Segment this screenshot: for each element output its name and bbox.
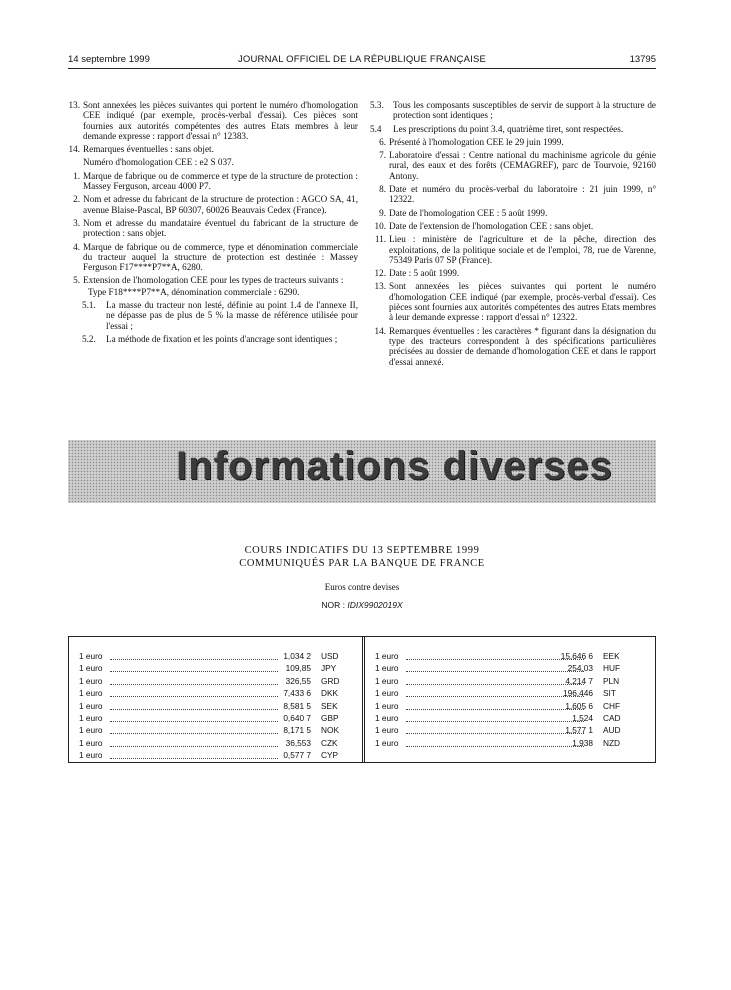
list-item: [370, 137, 656, 147]
list-item: [370, 281, 656, 322]
item-number: 13.: [68, 100, 80, 110]
item-text: La méthode de fixation et les points d'ancrage sont identiques ;: [106, 333, 338, 344]
item-text: Laboratoire d'essai : Centre national du machinisme agricole du génie rural, des eaux et des forêts (CEMAGREF), parc de Tourvoie, 92160 Antony.: [389, 150, 656, 181]
item-number: 2.: [73, 194, 80, 205]
rate-value: 1,577 1: [565, 725, 593, 736]
list-item: [64, 171, 358, 192]
table-row: [375, 701, 645, 713]
table-row: [375, 651, 645, 663]
list-item: [370, 268, 656, 278]
row-label: 1 euro: [79, 737, 103, 748]
item-number: 4.: [73, 241, 80, 252]
row-label: 1 euro: [79, 663, 103, 674]
item-number: 1.: [73, 170, 80, 181]
item-number: 14.: [68, 144, 80, 155]
right-column: [370, 100, 656, 370]
currency-code: GBP: [321, 712, 339, 723]
item-text: Lieu : ministère de l'agriculture et de la pêche, direction des exploitations, de la politique sociale et de l'emploi, 78, rue de Varenne, 75349 Paris 07 SP (France).: [389, 234, 656, 265]
rates-heading-line1: COURS INDICATIFS DU 13 SEPTEMBRE 1999: [244, 545, 480, 556]
item-text: Nom et adresse du mandataire éventuel du fabricant de la structure de protection : sans objet.: [83, 217, 358, 239]
leader-dots: [110, 721, 278, 722]
list-item: [64, 334, 358, 344]
item-text: Marque de fabrique ou de commerce, type et dénomination commerciale du tracteur auquel la structure de protection est destinée : Massey Ferguson F17****P7**A, 6280.: [83, 241, 358, 273]
item-number: 9.: [379, 207, 386, 218]
leader-dots: [110, 746, 278, 747]
list-item: [370, 208, 656, 218]
item-number: 14.: [374, 325, 386, 336]
currency-code: GRD: [321, 675, 340, 686]
rate-value: 8,581 5: [283, 700, 311, 711]
item-text: Date : 5 août 1999.: [389, 268, 460, 279]
item-number: 11.: [374, 234, 386, 245]
rate-value: 196,446: [563, 688, 593, 699]
list-item: [370, 326, 656, 367]
item-number: 5.: [73, 275, 80, 286]
table-row: [79, 725, 349, 737]
item-text: Extension de l'homologation CEE pour les types de tracteurs suivants :: [83, 275, 344, 286]
leader-dots: [406, 721, 584, 722]
currency-code: NZD: [603, 737, 621, 748]
item-text: Date de l'extension de l'homologation CEE : sans objet.: [389, 220, 594, 231]
rate-value: 1,938: [572, 737, 593, 748]
item-number: 10.: [374, 220, 386, 231]
rate-value: 15,646 6: [560, 651, 593, 661]
item-text: Date et numéro du procès-verbal du laboratoire : 21 juin 1999, n° 12322.: [389, 184, 656, 205]
row-label: 1 euro: [375, 712, 399, 723]
rate-value: 254,03: [567, 663, 593, 674]
leader-dots: [406, 671, 584, 672]
item-number: 8.: [379, 184, 386, 195]
currency-code: JPY: [321, 663, 337, 674]
item-text: La masse du tracteur non lesté, définie au point 1.4 de l'annexe II, ne dépasse pas de plus de 5 % la masse de référence utilisée pour l'essai ;: [106, 300, 358, 331]
list-item: [64, 242, 358, 273]
list-item: [64, 275, 358, 285]
rate-value: 326,55: [285, 675, 311, 686]
nor-reference: [68, 600, 656, 610]
nor-label: NOR :: [321, 600, 345, 610]
table-row: [375, 676, 645, 688]
table-row: [375, 688, 645, 700]
row-label: 1 euro: [79, 651, 103, 661]
row-label: 1 euro: [375, 663, 399, 674]
item-text: Marque de fabrique ou de commerce et type de la structure de protection : Massey Ferguson, arceau 4000 P7.: [83, 170, 358, 192]
list-item: [64, 218, 358, 239]
rate-value: 4,214 7: [565, 675, 593, 686]
leader-dots: [406, 746, 584, 747]
table-row: [79, 738, 349, 750]
list-item: [64, 144, 358, 154]
rate-value: 1,524: [572, 712, 593, 723]
rates-heading-line2: COMMUNIQUÉS PAR LA BANQUE DE FRANCE: [239, 558, 485, 569]
rate-value: 0,577 7: [283, 750, 311, 761]
row-label: 1 euro: [375, 737, 399, 748]
table-row: [79, 663, 349, 675]
currency-code: AUD: [603, 725, 621, 736]
item-text: Tous les composants susceptibles de servir de support à la structure de protection sont identiques ;: [393, 100, 656, 121]
currency-code: SEK: [321, 700, 338, 711]
leader-dots: [110, 709, 278, 710]
list-item: [370, 100, 656, 121]
currency-code: USD: [321, 651, 339, 661]
row-label: 1 euro: [375, 688, 399, 699]
leader-dots: [406, 684, 584, 685]
list-item: [370, 184, 656, 205]
currency-code: EEK: [603, 651, 620, 661]
item-text: Date de l'homologation CEE : 5 août 1999.: [389, 207, 548, 218]
table-row: [375, 713, 645, 725]
item-text: Sont annexées les pièces suivantes qui portent le numéro d'homologation CEE indiqué (par exemple, procès-verbal d'essai). Ces pièces sont fournies aux autorités compétentes des autres Etats membres à leur demande expresse : rapport d'essai n° 12383.: [83, 100, 358, 141]
header-rule: [68, 68, 656, 69]
row-label: 1 euro: [79, 675, 103, 686]
leader-dots: [110, 659, 278, 660]
currency-code: DKK: [321, 688, 339, 699]
item-text: Présenté à l'homologation CEE le 29 juin 1999.: [389, 136, 564, 147]
table-row: [375, 725, 645, 737]
leader-dots: [110, 671, 278, 672]
section-title: Informations diverses: [176, 444, 613, 488]
rates-right-column: [375, 651, 645, 750]
leader-dots: [110, 696, 278, 697]
item-number: 13.: [374, 281, 386, 292]
currency-code: CHF: [603, 700, 621, 711]
item-number: 5.2.: [82, 333, 96, 344]
left-column: [64, 100, 358, 347]
row-label: 1 euro: [375, 700, 399, 711]
tractor-type: Type F18****P7**A, dénomination commerciale : 6290.: [88, 286, 300, 297]
table-row: [79, 688, 349, 700]
currency-code: CYP: [321, 750, 339, 761]
table-row: [79, 713, 349, 725]
item-text: Nom et adresse du fabricant de la structure de protection : AGCO SA, 41, avenue Blaise-Pascal, BP 60307, 60026 Beauvais Cedex (France).: [83, 194, 358, 215]
item-number: 3.: [73, 217, 80, 228]
rate-value: 0,640 7: [283, 712, 311, 723]
journal-title: JOURNAL OFFICIEL DE LA RÉPUBLIQUE FRANÇAISE: [237, 54, 487, 65]
rates-table: [68, 636, 656, 763]
list-item: [64, 100, 358, 141]
item-text: Les prescriptions du point 3.4, quatrième tiret, sont respectées.: [393, 123, 624, 134]
currency-code: NOK: [321, 725, 339, 736]
page-number: 13795: [629, 54, 656, 65]
currency-code: PLN: [603, 675, 620, 686]
list-item: [370, 150, 656, 181]
list-item: [370, 221, 656, 231]
row-label: 1 euro: [79, 750, 103, 761]
header-date: 14 septembre 1999: [68, 54, 150, 65]
table-divider: [362, 637, 365, 762]
rate-value: 1,605 6: [565, 700, 593, 711]
item-text: Remarques éventuelles : sans objet.: [83, 144, 214, 155]
currency-code: CZK: [321, 737, 338, 748]
table-row: [375, 663, 645, 675]
row-label: 1 euro: [79, 688, 103, 699]
rates-subtitle: Euros contre devises: [324, 582, 400, 592]
list-item: [370, 124, 656, 134]
nor-code: IDIX9902019X: [347, 600, 403, 610]
item-number: 12.: [374, 268, 386, 279]
currency-code: CAD: [603, 712, 621, 723]
row-label: 1 euro: [375, 675, 399, 686]
rates-left-column: [79, 651, 349, 763]
item-number: 5.3.: [370, 100, 384, 110]
rate-value: 1,034 2: [283, 651, 311, 661]
list-item: [64, 194, 358, 215]
row-label: 1 euro: [79, 700, 103, 711]
leader-dots: [110, 733, 278, 734]
row-label: 1 euro: [375, 651, 399, 661]
list-item: [64, 300, 358, 331]
row-label: 1 euro: [79, 725, 103, 736]
item-number: 6.: [379, 136, 386, 147]
section-banner: [68, 440, 656, 503]
table-row: [79, 676, 349, 688]
page-header: [68, 54, 656, 68]
row-label: 1 euro: [79, 712, 103, 723]
rate-value: 109,85: [285, 663, 311, 674]
item-number: 7.: [379, 150, 386, 161]
table-row: [79, 701, 349, 713]
leader-dots: [406, 659, 584, 660]
currency-code: SIT: [603, 688, 616, 699]
leader-dots: [406, 709, 584, 710]
row-label: 1 euro: [375, 725, 399, 736]
rate-value: 8,171 5: [283, 725, 311, 736]
table-row: [79, 651, 349, 663]
leader-dots: [110, 684, 278, 685]
item-number: 5.4: [370, 123, 382, 134]
table-row: [375, 738, 645, 750]
currency-code: HUF: [603, 663, 621, 674]
homologation-number: Numéro d'homologation CEE : e2 S 037.: [83, 157, 234, 168]
rate-value: 7,433 6: [283, 688, 311, 699]
leader-dots: [110, 758, 278, 759]
leader-dots: [406, 696, 584, 697]
item-text: Sont annexées les pièces suivantes qui portent le numéro d'homologation CEE indiqué (par exemple, procès-verbal d'essai). Ces pièces sont fournies aux autorités compétentes des autres Etats membres à leur demande expresse : rapport d'essai n° 12322.: [389, 281, 656, 323]
rate-value: 36,553: [285, 737, 311, 748]
leader-dots: [406, 733, 584, 734]
list-item: [370, 234, 656, 265]
table-row: [79, 750, 349, 762]
item-number: 5.1.: [82, 300, 96, 311]
item-text: Remarques éventuelles : les caractères * figurant dans la désignation du type des tracteurs correspondent à des spécifications particulières précisées au dossier de demande d'homologation CEE et dans le rapport d'essai annexé.: [389, 325, 656, 367]
